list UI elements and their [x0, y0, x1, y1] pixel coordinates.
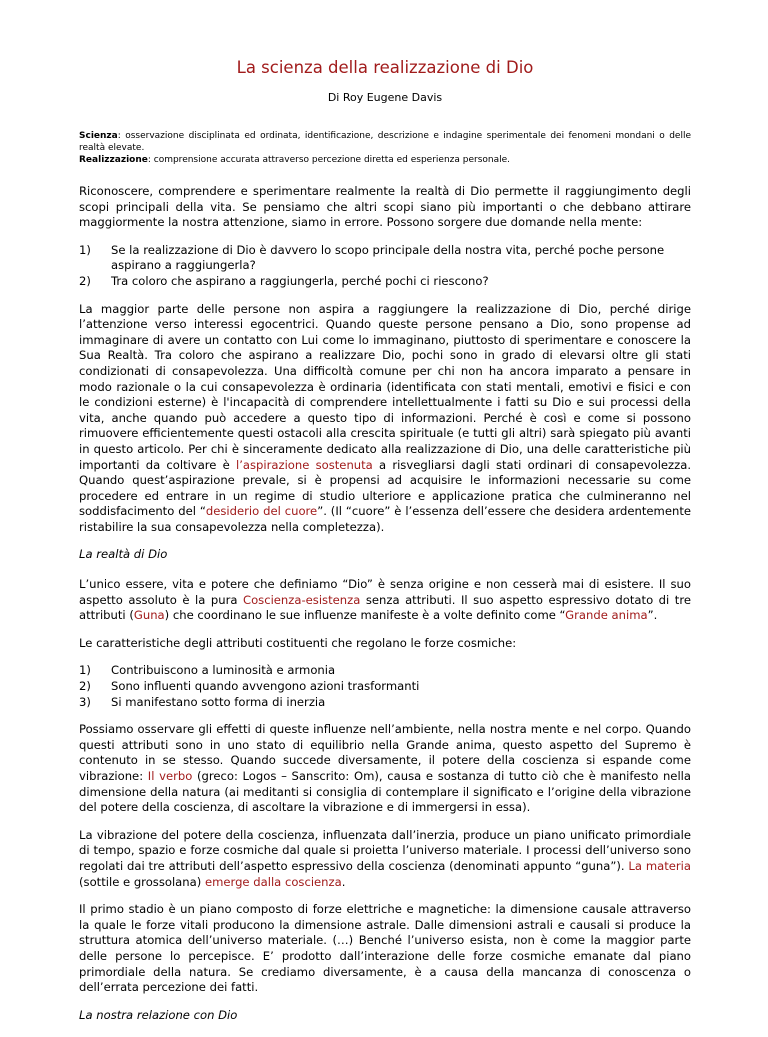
definition-term: Scienza: [79, 131, 118, 141]
text-run: L’unico essere, vita e potere che definiamo “Dio” è senza origine e non cesserà mai di esistere. Il suo aspetto assoluto è la pura: [79, 577, 691, 607]
list-item: [79, 663, 691, 679]
definition-realizzazione: [79, 154, 691, 166]
list-number: 3): [79, 694, 91, 709]
highlight-desiderio: desiderio del cuore: [205, 504, 318, 519]
list-text: Contribuiscono a luminosità e armonia: [111, 663, 336, 678]
list-text: Se la realizzazione di Dio è davvero lo scopo principale della nostra vita, perché poche persone aspirano a raggiungerla?: [111, 242, 665, 273]
text-run: (sottile e grossolana): [79, 874, 205, 889]
list-number: 2): [79, 679, 91, 694]
definitions-block: [79, 130, 691, 166]
paragraph-aspiration: [79, 302, 691, 536]
list-item: [79, 274, 691, 290]
definition-term: Realizzazione: [79, 155, 148, 165]
list-text: Sono influenti quando avvengono azioni trasformanti: [111, 679, 420, 694]
definition-text: : comprensione accurata attraverso percezione diretta ed esperienza personale.: [147, 155, 511, 165]
list-number: 1): [79, 242, 91, 257]
paragraph-intro: Riconoscere, comprendere e sperimentare realmente la realtà di Dio permette il raggiungimento degli scopi principali della vita. Se pensiamo che altri scopi siano più importanti o che debbano attirare maggiormente la nostra attenzione, siamo in errore. Possono sorgere due domande nella mente:: [79, 184, 691, 230]
highlight-materia: La materia: [628, 858, 691, 873]
text-run: ) che coordinano le sue influenze manifeste è a volte definito come “: [164, 608, 566, 623]
text-run: Possiamo osservare gli effetti di queste influenze nell’ambiente, nella nostra mente e nel corpo. Quando questi attributi sono in uno stato di equilibrio nella Grande anima, questo aspetto del Supremo è contenuto in se stesso. Quando succede diversamente, il potere della coscienza si espande come vibrazione:: [79, 722, 691, 783]
text-run: (greco: Logos – Sanscrito: Om), causa e sostanza di tutto ciò che è manifesto nella dimensione della natura (ai meditanti si consiglia di contemplare il significato e l’origine della vibrazione del potere della coscienza, di ascoltare la vibrazione e di immergersi in essa).: [79, 769, 691, 815]
highlight-aspirazione: l’aspirazione sostenuta: [236, 457, 373, 472]
questions-list: [79, 243, 691, 290]
paragraph-realta: [79, 577, 691, 624]
text-run: ”.: [647, 608, 658, 623]
list-item: [79, 679, 691, 695]
list-number: 1): [79, 663, 91, 678]
paragraph-matter: [79, 828, 691, 890]
definition-text: : osservazione disciplinata ed ordinata, identificazione, descrizione e indagine sperimentale dei fenomeni mondani o delle realtà elevate.: [79, 131, 691, 153]
text-run: La maggior parte delle persone non aspira a raggiungere la realizzazione di Dio, perché dirige l’attenzione verso interessi egocentrici. Quando queste persone pensano a Dio, sono propense ad immaginare di avere un contatto con Lui come lo immaginano, piuttosto di sperimentare e conoscere la Sua Realtà. Tra coloro che aspirano a realizzare Dio, pochi sono in grado di elevarsi oltre gli stati condizionati di consapevolezza. Una difficoltà comune per chi non ha ancora imparato a pensare in modo razionale o la cui consapevolezza è ordinaria (identificata con stati mentali, emotivi e fisici e con le condizioni esterne) è l'incapacità di comprendere intellettualmente i fatti su Dio e sui processi della vita, anche quando può accedere a questo tipo di informazioni. Perché è così e come si possono rimuovere efficientemente questi ostacoli alla crescita spirituale (e tutti gli altri) sarà spiegato più avanti in questo articolo. Per chi è sinceramente dedicato alla realizzazione di Dio, una delle caratteristiche più importanti da coltivare è: [79, 301, 691, 472]
text-run: .: [341, 874, 346, 889]
page-title: La scienza della realizzazione di Dio: [236, 58, 534, 77]
text-run: senza attributi. Il suo aspetto espressivo dotato di tre attributi (: [79, 592, 691, 623]
highlight-coscienza: Coscienza-esistenza: [242, 592, 361, 607]
highlight-guna: Guna: [133, 608, 165, 623]
highlight-grande-anima: Grande anima: [565, 608, 648, 623]
list-number: 2): [79, 273, 91, 288]
author-line: Di Roy Eugene Davis: [327, 91, 443, 104]
paragraph-attributes-intro: Le caratteristiche degli attributi costituenti che regolano le forze cosmiche:: [79, 635, 517, 650]
text-run: La vibrazione del potere della coscienza, influenzata dall’inerzia, produce un piano unificato primordiale di tempo, spazio e forze cosmiche dal quale si proietta l’universo materiale. I processi dell’universo sono regolati dai tre attributi dell’aspetto espressivo della coscienza (denominati appunto “guna”).: [79, 827, 691, 873]
section-heading-relazione: La nostra relazione con Dio: [79, 1007, 238, 1022]
section-heading-realta: La realtà di Dio: [79, 547, 168, 562]
highlight-verbo: Il verbo: [147, 769, 193, 783]
list-text: Si manifestano sotto forma di inerzia: [111, 694, 326, 709]
list-item: [79, 243, 691, 274]
paragraph-first-stage: Il primo stadio è un piano composto di forze elettriche e magnetiche: la dimensione causale attraverso la quale le forze vitali producono la dimensione astrale. Dalle dimensioni astrali e causali si produce la struttura atomica dell’universo materiale. (…) Benché l’universo esista, non è come la maggior parte delle persone lo percepisce. E’ prodotto dall’interazione delle forze cosmiche emanate dal piano primordiale della natura. Se crediamo diversamente, è a causa della mancanza di conoscenza o dell’errata percezione dei fatti.: [79, 902, 691, 995]
list-text: Tra coloro che aspirano a raggiungerla, perché pochi ci riescono?: [111, 273, 489, 288]
definition-scienza: [79, 130, 691, 154]
text-run: a risvegliarsi dagli stati ordinari di consapevolezza. Quando quest’aspirazione prevale, si è propensi ad acquisire le informazioni necessarie su come procedere ed entrare in un regime di studio ulteriore e applicazione pratica che culmineranno nel soddisfacimento del “: [79, 457, 692, 519]
paragraph-vibration: [79, 722, 691, 816]
text-run: ”. (Il “cuore” è l’essenza dell’essere che desidera ardentemente ristabilire la sua consapevolezza nella completezza).: [79, 504, 691, 534]
attributes-list: [79, 663, 691, 710]
list-item: [79, 695, 691, 711]
highlight-emerge: emerge dalla coscienza: [204, 874, 342, 889]
document-page: [79, 58, 691, 1037]
